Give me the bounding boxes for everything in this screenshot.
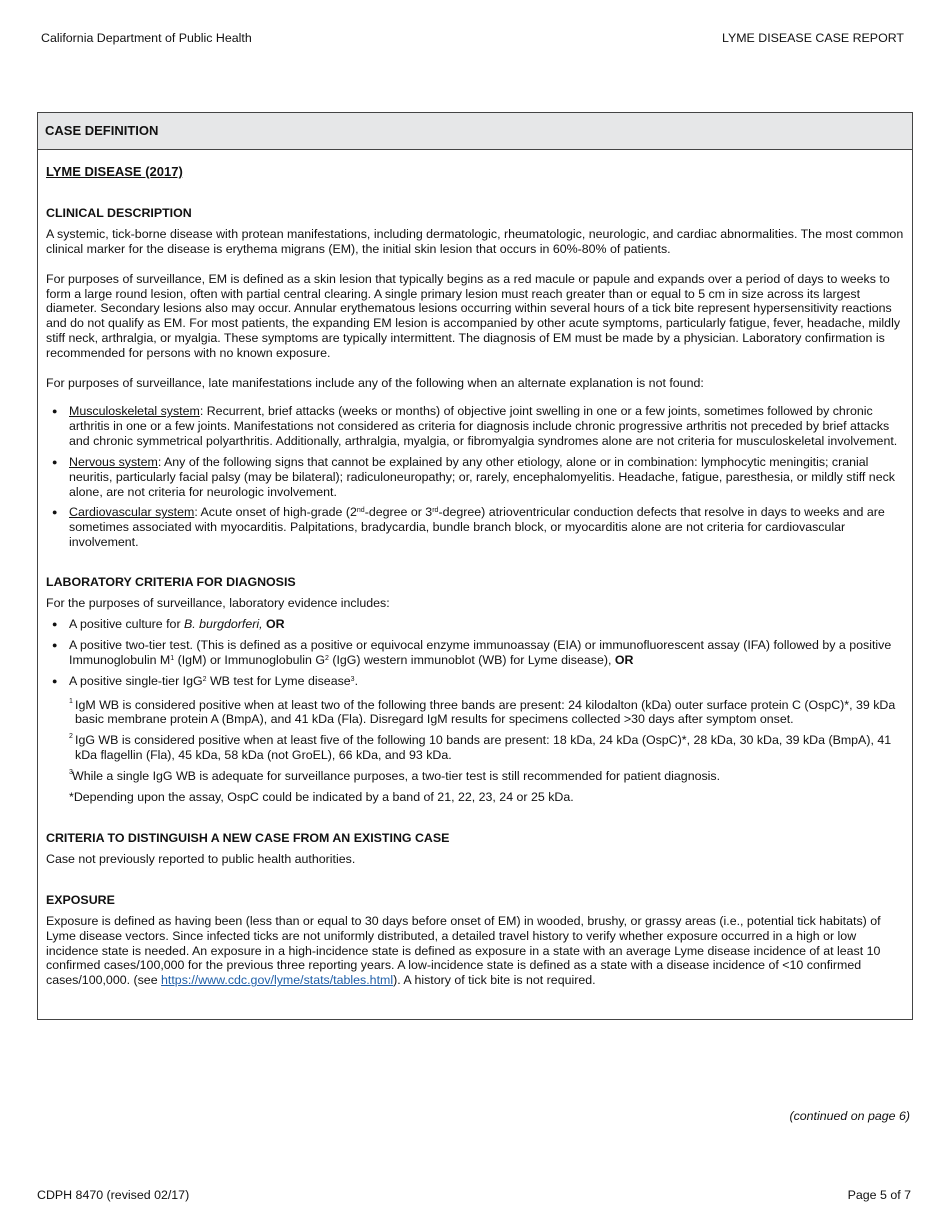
case-definition-box [37, 112, 913, 1020]
lab-item-3-text-a: A positive single-tier IgG [69, 673, 203, 688]
lab-item-2-sup-2: 2 [324, 654, 329, 662]
footnote-1-text: IgM WB is considered positive when at least two of the following three bands are present: 24 kilodalton (kDa) outer surface protein C (OspC)*, 39 kDa basic membrane protein A (BmpA), and 41 kDa (Fla). Disregard IgM results for specimens collected >30 days after symptom onset. [75, 697, 896, 727]
musculoskeletal-term: Musculoskeletal system [69, 403, 200, 418]
criteria-text: Case not previously reported to public health authorities. [46, 851, 356, 866]
lab-intro: For the purposes of surveillance, laboratory evidence includes: [46, 596, 390, 611]
cardio-text-2: -degree or 3 [364, 505, 433, 520]
case-definition-heading: CASE DEFINITION [38, 113, 912, 150]
musculoskeletal-text: : Recurrent, brief attacks (weeks or months) of objective joint swelling in one or a few joints, sometimes followed by chronic arthritis in one or a few joints. Manifestations not considered as criteria for diagnosis include chronic progressive arthritis not preceded by brief attacks and chronic symmetrical polyarthritis. Additionally, arthralgia, myalgia, or fibromyalgia syndromes alone are not criteria for musculoskeletal involvement. [69, 403, 898, 448]
cardio-sup-1: nd [356, 507, 365, 515]
clinical-heading: CLINICAL DESCRIPTION [46, 205, 192, 220]
footnote-1-marker: 1 [69, 697, 73, 705]
cardio-sup-2: rd [432, 507, 439, 515]
footnote-3 [46, 769, 904, 784]
nervous-text: : Any of the following signs that cannot be explained by any other etiology, alone or in combination: lymphocytic meningitis; cranial neuritis, particularly facial palsy (may be bilateral); radiculoneuropathy; or, rarely, encephalomyelitis. Headache, fatigue, paresthesia, or mildly stiff neck alone, are not criteria for neurologic involvement. [69, 454, 895, 499]
cdc-stats-link[interactable]: https://www.cdc.gov/lyme/stats/tables.html [161, 973, 394, 988]
clinical-paragraph-3: For purposes of surveillance, late manifestations include any of the following when an alternate explanation is not found: [46, 376, 704, 391]
list-item [46, 617, 904, 632]
case-definition-content [38, 165, 912, 988]
footnote-3-text: While a single IgG WB is adequate for surveillance purposes, a two-tier test is still recommended for patient diagnosis. [72, 769, 721, 784]
footnote-3-marker: 3 [69, 769, 73, 777]
footnote-2-marker: 2 [69, 733, 73, 741]
lab-item-3-text-c: . [354, 673, 359, 688]
list-item [46, 638, 904, 668]
header-agency: California Department of Public Health [41, 31, 252, 45]
lab-item-1-or: OR [265, 616, 285, 631]
header-report-title: LYME DISEASE CASE REPORT [721, 31, 904, 45]
exposure-heading: EXPOSURE [46, 892, 115, 907]
footer-page-number: Page 5 of 7 [847, 1188, 911, 1202]
list-item [46, 455, 904, 500]
exposure-tail: ). A history of tick bite is not required. [393, 973, 596, 988]
footnote-2-text: IgG WB is considered positive when at least five of the following 10 bands are present: 18 kDa, 24 kDa (OspC)*, 28 kDa, 30 kDa, 39 kDa (BmpA), 41 kDa flagellin (Fla), 45 kDa, 58 kDa (not GroEL), 66 kDa, and 93 kDa. [75, 733, 892, 763]
list-item [46, 674, 904, 689]
footnote-1 [46, 698, 904, 728]
exposure-text: Exposure is defined as having been (less than or equal to 30 days before onset of EM) in wooded, brushy, or grassy areas (i.e., potential tick habitats) of Lyme disease vectors. Since infected ticks are not uniformly distributed, a detailed travel history to verify whether exposure occurred in a high or low incidence state is needed. An exposure in a high-incidence state is defined as exposure in a state with an average Lyme disease incidence of at least 10 confirmed cases/100,000 for the previous three reporting years. A low-incidence state is defined as a state with a disease incidence of <10 confirmed cases/100,000. (see [46, 913, 881, 988]
footnote-4 [46, 790, 904, 805]
cardio-text-3: -degree) atrioventricular conduction defects that resolve in days to weeks and are sometimes associated with myocarditis. Palpitations, bradycardia, bundle branch block, or myocarditis alone are not criteria for cardiovascular involvement. [69, 505, 885, 550]
document-title: LYME DISEASE (2017) [46, 164, 183, 179]
lab-item-3-text-b: WB test for Lyme disease [206, 673, 351, 688]
cardiovascular-term: Cardiovascular system [69, 505, 195, 520]
list-item [46, 505, 904, 550]
late-manifestations-list [46, 404, 904, 550]
footnote-2 [46, 733, 904, 763]
lab-item-2-or: OR [614, 652, 634, 667]
clinical-paragraph-2: For purposes of surveillance, EM is defined as a skin lesion that typically begins as a red macule or papule and expands over a period of days to weeks to form a large round lesion, often with partial central clearing. A single primary lesion must reach greater than or equal to 5 cm in size across its largest diameter. Secondary lesions also may occur. Annular erythematous lesions occurring within several hours of a tick bite represent hypersensitivity reactions and do not qualify as EM. For most patients, the expanding EM lesion is accompanied by other acute symptoms, particularly fatigue, fever, headache, mildly stiff neck, arthralgia, or myalgia. These symptoms are typically intermittent. The diagnosis of EM must be made by a physician. Laboratory confirmation is recommended for persons with no known exposure. [46, 271, 901, 361]
lab-item-2-text-a: A positive two-tier test. (This is defined as a positive or equivocal enzyme immunoassay (EIA) or immunofluorescent assay (IFA) followed by a positive Immunoglobulin M [69, 637, 892, 667]
lab-item-3-sup-2: 3 [350, 675, 355, 683]
lab-item-2-text-b: (IgM) or Immunoglobulin G [174, 652, 325, 667]
lab-item-2-text-c: (IgG) western immunoblot (WB) for Lyme disease), [328, 652, 615, 667]
lab-criteria-list [46, 617, 904, 689]
criteria-heading: CRITERIA TO DISTINGUISH A NEW CASE FROM AN EXISTING CASE [46, 831, 450, 845]
footer-form-number: CDPH 8470 (revised 02/17) [37, 1188, 190, 1202]
lab-heading: LABORATORY CRITERIA FOR DIAGNOSIS [46, 575, 296, 590]
nervous-term: Nervous system [69, 454, 158, 469]
lab-item-2-sup-1: 1 [170, 654, 175, 662]
list-item [46, 404, 904, 449]
lab-item-3-sup-1: 2 [202, 675, 207, 683]
exposure-paragraph [46, 914, 904, 989]
clinical-paragraph-1: A systemic, tick-borne disease with protean manifestations, including dermatologic, rheumatologic, neurologic, and cardiac abnormalities. The most common clinical marker for the disease is erythema migrans (EM), the initial skin lesion that occurs in 60%-80% of patients. [46, 226, 904, 256]
cardio-text-1: : Acute onset of high-grade (2 [194, 505, 357, 520]
continued-note: (continued on page 6) [789, 1109, 910, 1123]
footnote-4-text: *Depending upon the assay, OspC could be indicated by a band of 21, 22, 23, 24 or 25 kDa. [69, 790, 574, 805]
lab-item-1-text: A positive culture for [69, 616, 185, 631]
lab-item-1-organism: B. burgdorferi, [184, 616, 263, 631]
